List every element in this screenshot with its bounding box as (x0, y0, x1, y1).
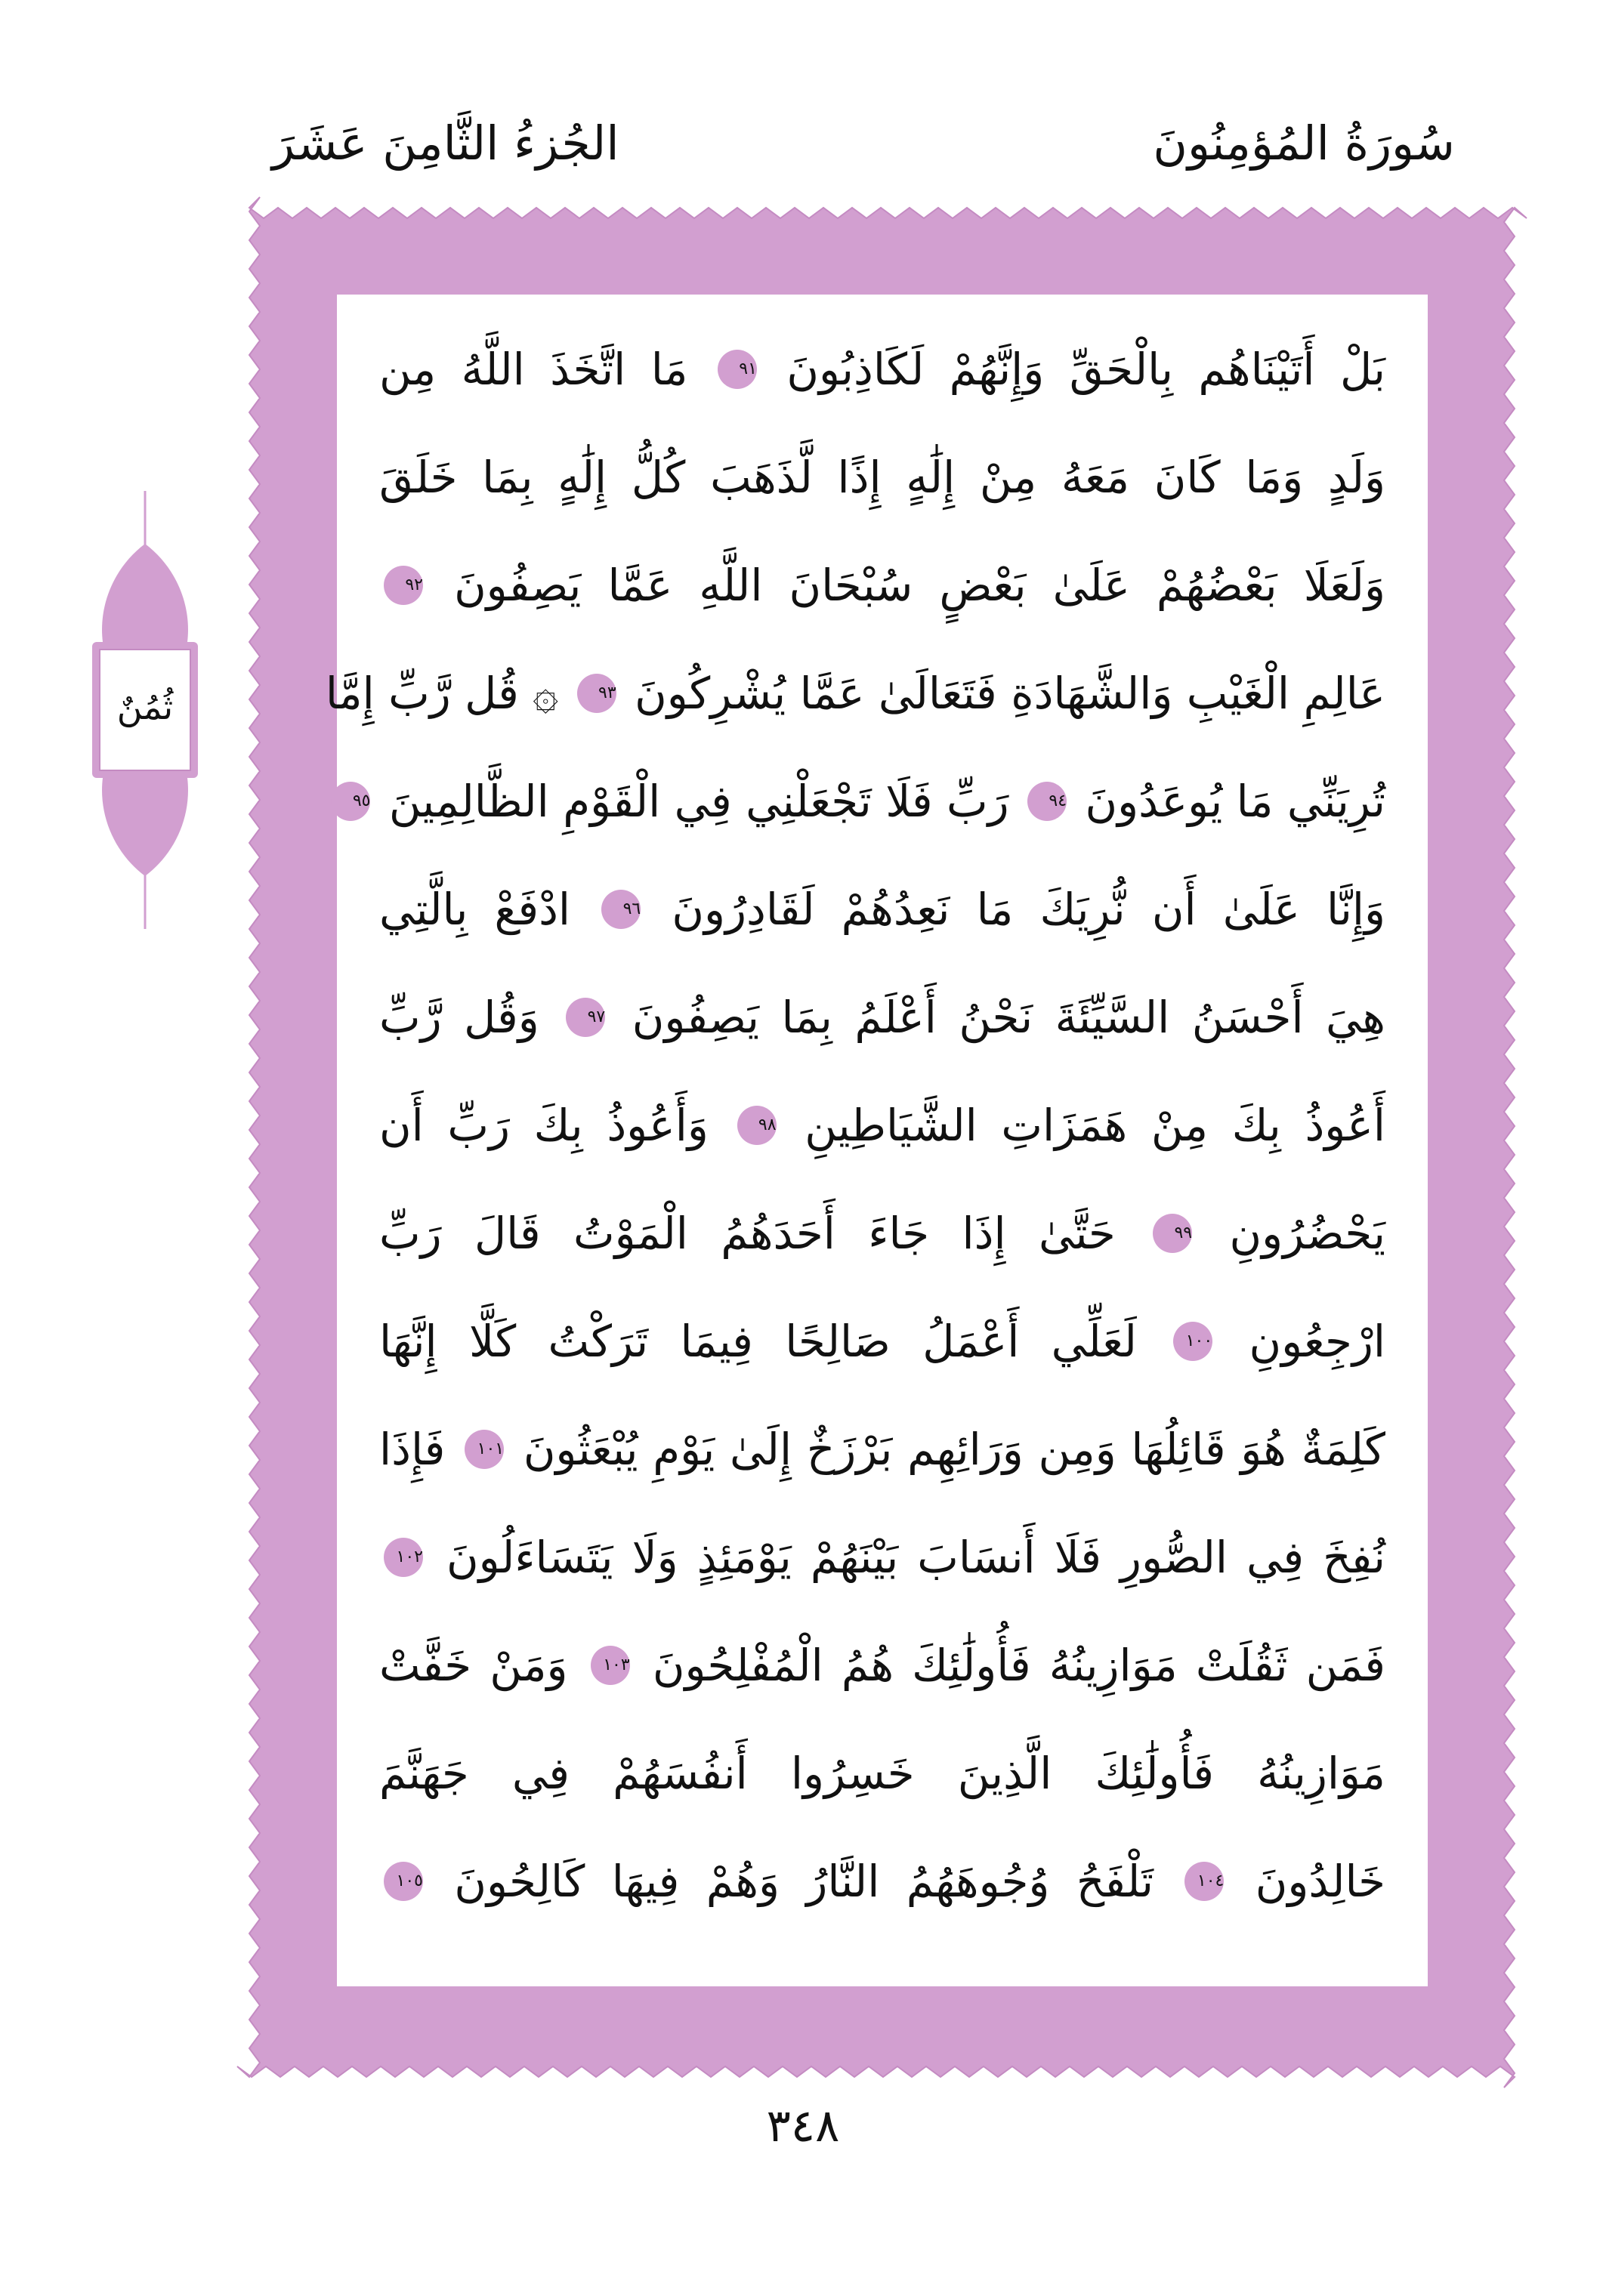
verse-number-marker: ٩٧ (566, 998, 605, 1037)
ayah-line (352, 748, 1385, 856)
verse-number-marker: ١٠٤ (1184, 1862, 1224, 1901)
ayah-text: يَحْضُرُونِ (1229, 1208, 1385, 1259)
ayah-text: وَقُل رَّبِّ (379, 992, 539, 1043)
page-number: ٣٤٨ (766, 2100, 840, 2152)
verse-number-marker: ٩٨ (737, 1106, 777, 1145)
verse-number-marker: ٩٢ (384, 566, 423, 605)
ayah-line (379, 1180, 1385, 1288)
verse-number-marker: ٩٩ (1153, 1214, 1192, 1253)
verse-number-marker: ٩٥ (331, 782, 370, 821)
ayah-text: مَا اتَّخَذَ اللَّهُ مِن (379, 344, 688, 395)
ayah-line (379, 1396, 1385, 1504)
ayah-text: فَإِذَا (379, 1424, 446, 1475)
ayah-text: نُفِخَ فِي الصُّورِ فَلَا أَنسَابَ بَيْنَهُمْ يَوْمَئِذٍ وَلَا يَتَسَاءَلُونَ (446, 1532, 1386, 1583)
ayah-text: مَوَازِينُهُ فَأُولَٰئِكَ الَّذِينَ خَسِرُوا أَنفُسَهُمْ فِي جَهَنَّمَ (379, 1748, 1385, 1799)
ayah-text: وَلَعَلَا بَعْضُهُمْ عَلَىٰ بَعْضٍ سُبْحَانَ اللَّهِ عَمَّا يَصِفُونَ (454, 560, 1385, 611)
ayah-text: هِيَ أَحْسَنُ السَّيِّئَةَ نَحْنُ أَعْلَمُ بِمَا يَصِفُونَ (632, 992, 1385, 1043)
surah-name: سُورَةُ المُؤمِنُونَ (1153, 116, 1455, 171)
verse-number-marker: ٩٤ (1027, 782, 1067, 821)
mushaf-text-panel (325, 295, 1428, 1986)
verse-number-marker: ١٠٢ (384, 1538, 423, 1577)
ayah-text: ارْجِعُونِ (1249, 1316, 1385, 1367)
ayah-text: رَبِّ فَلَا تَجْعَلْنِي فِي الْقَوْمِ الظَّالِمِينَ (388, 776, 1009, 827)
ayah-line (379, 1072, 1385, 1180)
ayah-text: لَعَلِّي أَعْمَلُ صَالِحًا فِيمَا تَرَكْتُ كَلَّا إِنَّهَا (379, 1316, 1137, 1367)
verse-number-marker: ٩١ (718, 350, 757, 389)
ayah-text: كَلِمَةٌ هُوَ قَائِلُهَا وَمِن وَرَائِهِم بَرْزَخٌ إِلَىٰ يَوْمِ يُبْعَثُونَ (523, 1424, 1386, 1475)
verse-number-marker: ٩٣ (577, 674, 616, 713)
ayah-line (379, 1288, 1385, 1396)
ayah-line (379, 316, 1385, 424)
verse-number-marker: ٩٦ (601, 890, 641, 929)
ayah-text: وَأَعُوذُ بِكَ رَبِّ أَن (379, 1100, 709, 1151)
juz-name: الجُزءُ الثَّامِنَ عَشَرَ (272, 116, 619, 171)
ayah-text: حَتَّىٰ إِذَا جَاءَ أَحَدَهُمُ الْمَوْتُ قَالَ رَبِّ (379, 1208, 1116, 1259)
ayah-text: وَمَنْ خَفَّتْ (379, 1640, 568, 1691)
ayah-line (379, 1828, 1385, 1936)
ayah-text: فَمَن ثَقُلَتْ مَوَازِينُهُ فَأُولَٰئِكَ هُمُ الْمُفْلِحُونَ (652, 1640, 1386, 1691)
ayah-text: ۞ قُل رَّبِّ إِمَّا (325, 668, 559, 719)
ayah-line (379, 532, 1385, 640)
ayah-text: خَالِدُونَ (1255, 1856, 1385, 1907)
verse-number-marker: ١٠٠ (1173, 1322, 1212, 1361)
ayah-text: وَإِنَّا عَلَىٰ أَن نُّرِيَكَ مَا نَعِدُهُمْ لَقَادِرُونَ (672, 884, 1385, 935)
ayah-text: ادْفَعْ بِالَّتِي (379, 884, 571, 935)
ayah-line (379, 856, 1385, 964)
ayah-text: عَالِمِ الْغَيْبِ وَالشَّهَادَةِ فَتَعَالَىٰ عَمَّا يُشْرِكُونَ (635, 668, 1385, 719)
ayah-line (325, 640, 1385, 748)
verse-number-marker: ١٠١ (465, 1430, 504, 1469)
hizb-marker-label: ثُمُنٌ (116, 687, 174, 727)
ayah-line (379, 964, 1385, 1072)
ayah-text: بَلْ أَتَيْنَاهُم بِالْحَقِّ وَإِنَّهُمْ لَكَاذِبُونَ (786, 344, 1386, 395)
ayah-line (379, 424, 1385, 532)
ayah-line (379, 1720, 1385, 1828)
ayah-text: تَلْفَحُ وُجُوهَهُمُ النَّارُ وَهُمْ فِيهَا كَالِحُونَ (454, 1856, 1154, 1907)
ayah-line (379, 1612, 1385, 1720)
ayah-text: تُرِيَنِّي مَا يُوعَدُونَ (1085, 776, 1385, 827)
ayah-line (379, 1504, 1385, 1612)
verse-number-marker: ١٠٥ (384, 1862, 423, 1901)
ayah-text: أَعُوذُ بِكَ مِنْ هَمَزَاتِ الشَّيَاطِينِ (805, 1100, 1385, 1151)
verse-number-marker: ١٠٣ (591, 1646, 630, 1685)
ayah-text: وَلَدٍ وَمَا كَانَ مَعَهُ مِنْ إِلَٰهٍ إِذًا لَّذَهَبَ كُلُّ إِلَٰهٍ بِمَا خَلَقَ (379, 452, 1385, 503)
